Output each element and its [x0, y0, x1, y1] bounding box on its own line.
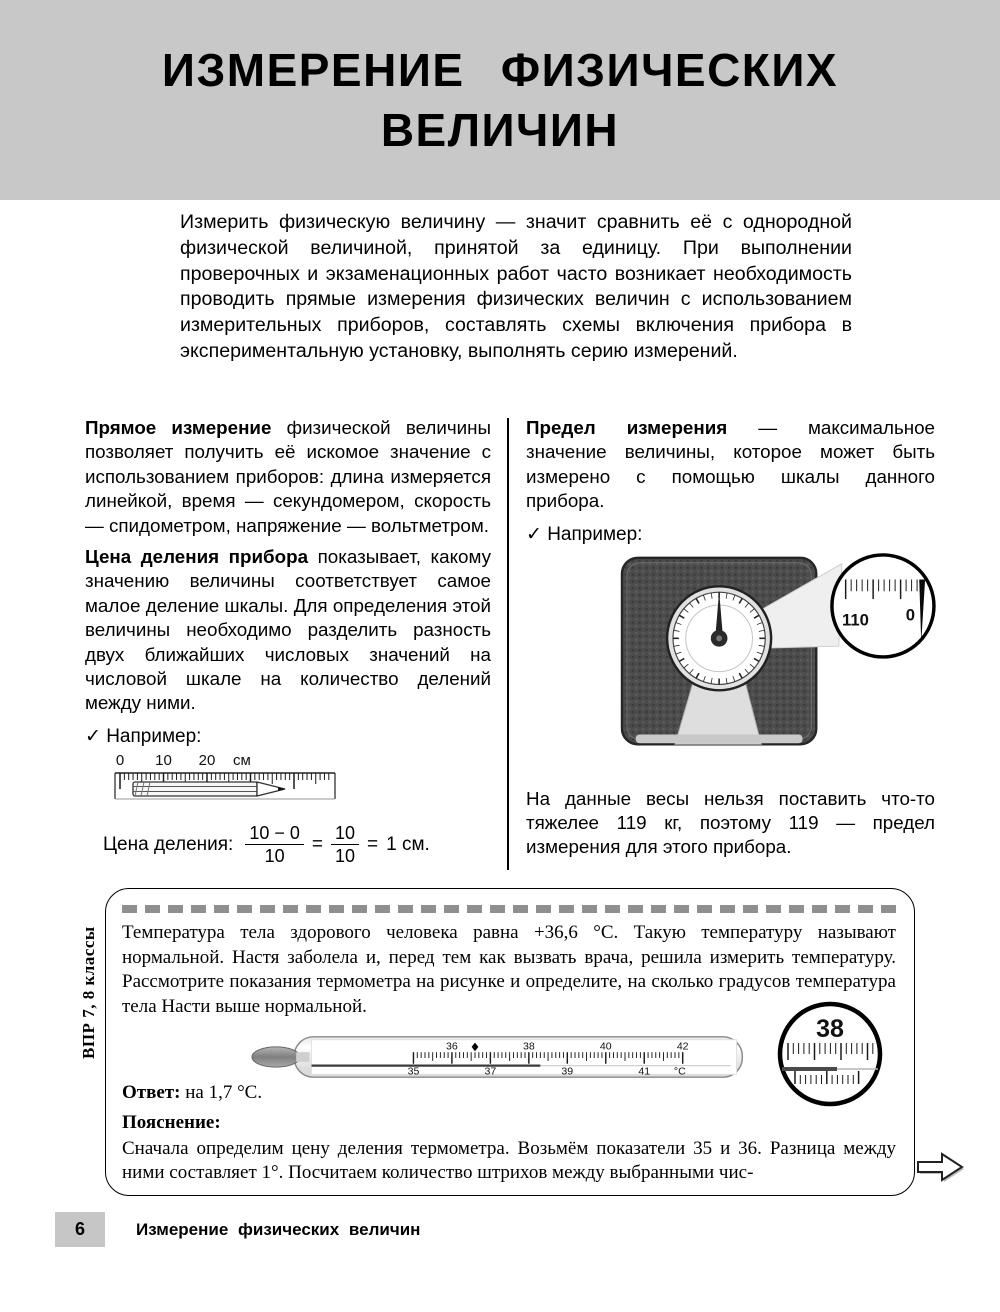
vpr-task-box [105, 888, 915, 1196]
vpr-side-label: ВПР 7, 8 классы [79, 926, 98, 1060]
direct-measure-text: физической величины позволяет получить её искомое значение с использованием приборов: длина измеряется линейкой, время — секундомером, скорость — спидометром, напряжение — вольтметром. [85, 417, 492, 536]
direct-measure-paragraph [85, 416, 491, 538]
ruler-label-0: 0 [115, 751, 125, 769]
scale-division-text: показывает, какому значению величины соответствует самое малое деление шкалы. Для определения этой величины необходимо разделить разность двух ближайших числовых значений на числовой шкале на количество делений между ними. [85, 546, 491, 714]
thermometer-figure [120, 1015, 898, 1078]
answer-label: Ответ: [122, 1082, 181, 1103]
zoom-label-0: 0 [905, 605, 916, 625]
thermo-label-37: 37 [484, 1065, 497, 1078]
fraction-1-denominator: 10 [264, 846, 285, 867]
thermo-label-40: 40 [599, 1040, 612, 1053]
task-text: Температура тела здорового человека равна +36,6 °С. Такую температуру называют нормальной. Настя заболела и, перед тем как вызвать врача, решила измерить температуру. Рассмотрите показания термометра на рисунке и определите, на сколько градусов температура тела Насти выше нормальной. [122, 922, 896, 1017]
thermo-zoom-value: 38 [816, 1015, 844, 1043]
chapter-header [0, 0, 1000, 200]
column-divider [507, 418, 509, 870]
right-column [526, 416, 935, 860]
zoom-label-110: 110 [842, 610, 869, 630]
pencil-drawing [133, 782, 285, 796]
chapter-title-line1: ИЗМЕРЕНИЕ ФИЗИЧЕСКИХ [161, 44, 839, 96]
thermometer-drawing [250, 1029, 750, 1085]
bathroom-scale-figure [610, 552, 935, 763]
left-example-label: ✓ Например: [85, 725, 202, 747]
scale-dial [667, 586, 771, 690]
thermo-label-41: 41 [638, 1065, 651, 1078]
direct-measure-term: Прямое измерение [85, 417, 272, 438]
scale-division-formula [103, 823, 491, 866]
explanation-label: Пояснение: [122, 1112, 221, 1133]
fraction-2-denominator: 10 [334, 846, 355, 867]
answer-value: на 1,7 °С. [185, 1082, 263, 1103]
scale-caption: На данные весы нельзя поставить что-то тяжелее 119 кг, поэтому 119 — предел измерения для этого прибора. [526, 787, 935, 858]
continuation-arrow-icon [916, 1150, 964, 1189]
fraction-2-numerator: 10 [331, 823, 359, 845]
footer-chapter-title: Измерение физических величин [136, 1220, 421, 1239]
bathroom-scale-drawing [610, 552, 944, 758]
formula-label: Цена деления: [103, 833, 234, 855]
ruler-unit-label: см [233, 751, 251, 769]
thermo-label-42: 42 [676, 1040, 689, 1053]
equals-sign: = [367, 833, 379, 855]
ruler-pencil-drawing [111, 752, 341, 806]
page-number: 6 [55, 1212, 105, 1247]
scale-division-paragraph [85, 545, 491, 716]
thermo-unit-label: °С [673, 1065, 686, 1078]
measure-limit-paragraph [526, 416, 935, 514]
dashed-rule [122, 905, 896, 913]
measure-limit-term: Предел измерения [526, 417, 728, 438]
thermometer-bulb [252, 1047, 300, 1067]
ruler-label-20: 20 [198, 751, 216, 769]
equals-sign: = [311, 833, 323, 855]
chapter-title [162, 40, 838, 160]
fraction-1-numerator: 10 − 0 [245, 823, 304, 845]
thermo-label-35: 35 [407, 1065, 420, 1078]
fraction-2 [331, 823, 359, 866]
scale-division-term: Цена деления прибора [85, 546, 309, 568]
thermo-label-36: 36 [446, 1040, 458, 1053]
scale-zoom-circle [832, 555, 934, 657]
intro-paragraph: Измерить физическую величину — значит сравнить её с однородной физической величиной, принятой за единицу. При выполнении проверочных и экзаменационных работ часто возникает необходимость проводить прямые измерения физических величин с использованием измерительных приборов, составлять схемы включения прибора в экспериментальную установку, выполнять серию измерений. [180, 211, 852, 362]
thermo-label-39: 39 [561, 1065, 574, 1078]
ruler-label-10: 10 [155, 751, 172, 769]
left-column [85, 416, 491, 866]
thermo-label-38: 38 [522, 1040, 535, 1053]
thermometer-zoom-drawing [775, 999, 885, 1109]
formula-result: 1 см. [386, 833, 430, 855]
fraction-1 [245, 823, 304, 866]
explanation-text: Сначала определим цену деления термометра. Возьмём показатели 35 и 36. Разница между ними составляет 1°. Посчитаем количество штрихов между выбранными чис- [122, 1138, 896, 1183]
measure-limit-text: — максимальное значение величины, которое может быть измерено с помощью шкалы данного прибора. [526, 417, 935, 512]
ruler-figure [111, 752, 491, 811]
right-example-label: ✓ Например: [526, 523, 643, 545]
chapter-title-line2: ВЕЛИЧИН [380, 104, 620, 156]
